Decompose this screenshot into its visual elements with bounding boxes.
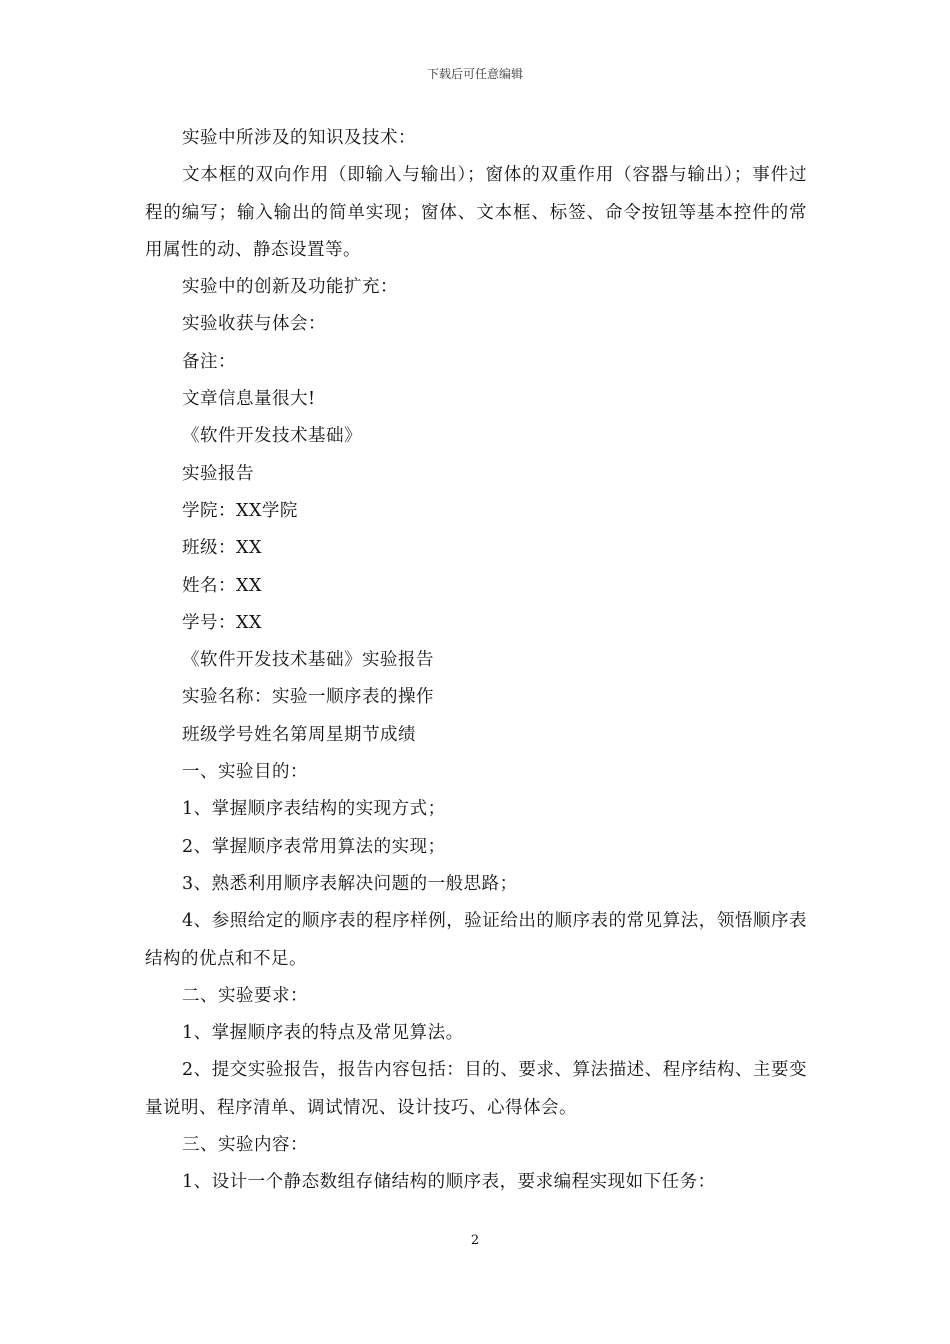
paragraph: 实验名称：实验一顺序表的操作 xyxy=(182,687,434,708)
list-item: 1、掌握顺序表的特点及常见算法。 xyxy=(182,1023,464,1044)
paragraph: 班级学号姓名第周星期节成绩 xyxy=(182,724,416,745)
page-number: 2 xyxy=(470,1233,480,1248)
paragraph: 文本框的双向作用（即输入与输出）；窗体的双重作用（容器与输出）；事件过程的编写；输入输出的简单实现；窗体、文本框、标签、命令按钮等基本控件的常用属性的动、静态设置等。 xyxy=(145,165,807,260)
list-item: 1、设计一个静态数组存储结构的顺序表，要求编程实现如下任务： xyxy=(182,1172,716,1193)
list-item: 2、提交实验报告，报告内容包括：目的、要求、算法描述、程序结构、主要变量说明、程序清单、调试情况、设计技巧、心得体会。 xyxy=(145,1060,807,1118)
list-item: 3、熟悉利用顺序表解决问题的一般思路； xyxy=(182,873,518,894)
paragraph: 《软件开发技术基础》 xyxy=(182,426,362,447)
paragraph: 《软件开发技术基础》实验报告 xyxy=(182,650,434,671)
paragraph: 班级：XX xyxy=(182,538,262,559)
paragraph: 备注： xyxy=(182,351,236,372)
paragraph: 学院：XX学院 xyxy=(182,500,298,521)
page-header: 下载后可任意编辑 xyxy=(426,67,523,81)
list-item: 1、掌握顺序表结构的实现方式； xyxy=(182,799,446,820)
document-body xyxy=(145,120,807,1202)
paragraph: 文章信息量很大! xyxy=(182,389,316,410)
list-item: 2、掌握顺序表常用算法的实现； xyxy=(182,836,446,857)
section-heading: 一、实验目的： xyxy=(182,762,308,783)
paragraph: 实验中所涉及的知识及技术： xyxy=(182,128,416,148)
section-heading: 三、实验内容： xyxy=(182,1135,308,1156)
paragraph: 实验报告 xyxy=(182,463,254,484)
paragraph: 实验中的创新及功能扩充： xyxy=(182,277,398,298)
section-heading: 二、实验要求： xyxy=(182,985,308,1006)
paragraph: 学号：XX xyxy=(182,612,262,633)
paragraph: 实验收获与体会： xyxy=(182,314,326,335)
list-item: 4、参照给定的顺序表的程序样例，验证给出的顺序表的常见算法，领悟顺序表结构的优点和不足。 xyxy=(145,911,807,969)
paragraph: 姓名：XX xyxy=(182,575,262,596)
